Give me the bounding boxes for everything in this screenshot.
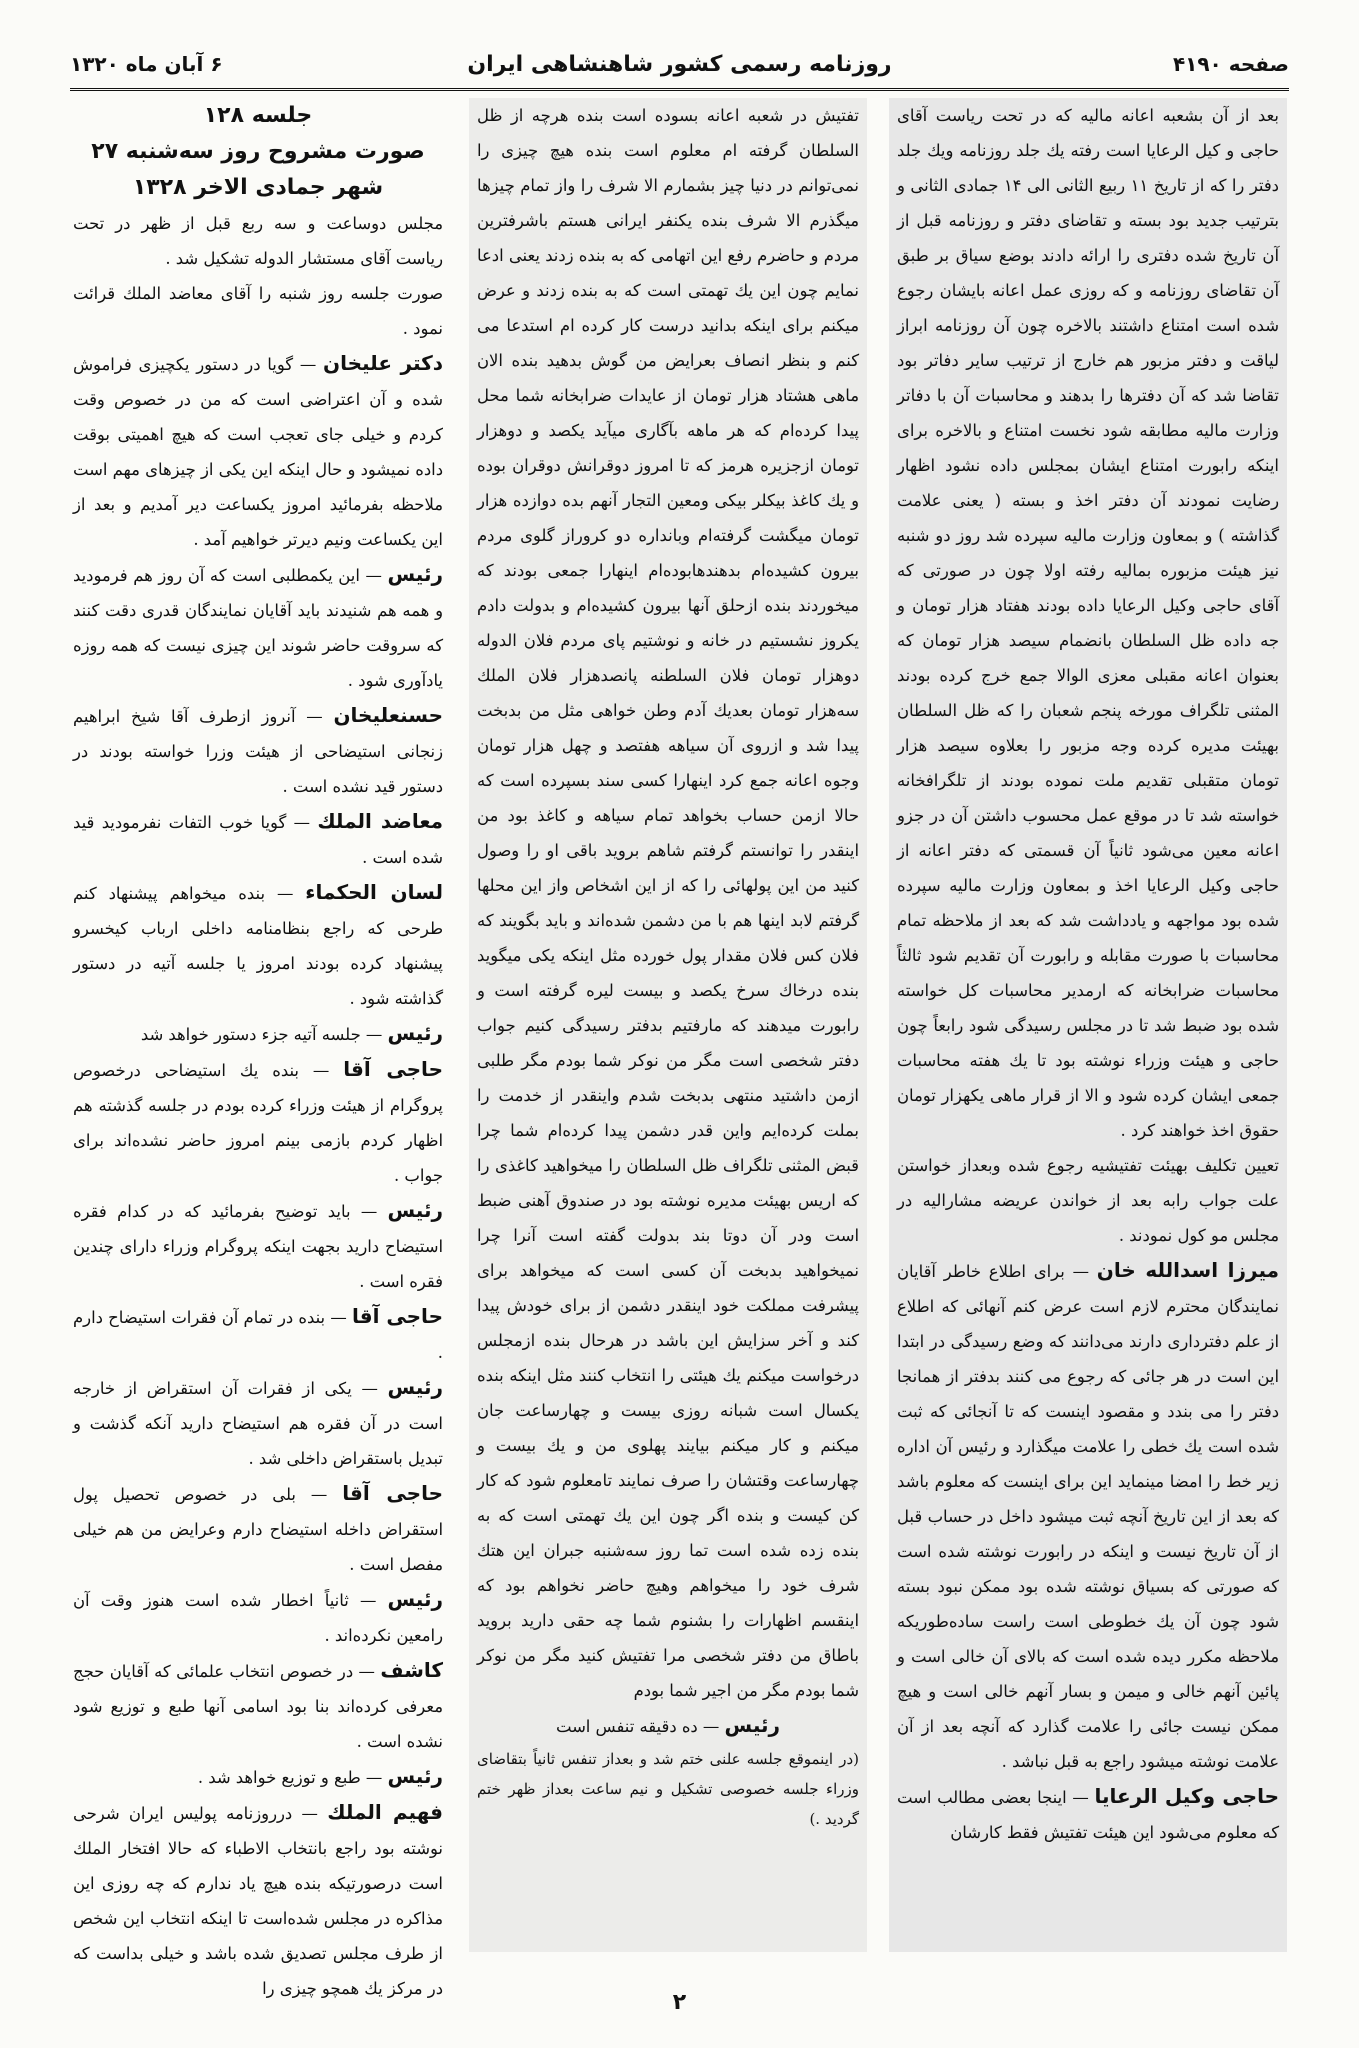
paragraph: تفتیش در شعبه اعانه بسوده است بنده هرچه از ظل السلطان گرفته ام معلوم است بنده هیچ چیزی را نمی‌توانم در دنیا چیز بشمارم الا شرف را واز تمام چیزها میگذرم الا شرف بنده یکنفر ایرانی هستم باشرفترین مردم و حاضرم رفع این اتهامی که به بنده زدند یعنی ادعا نمایم چون این یك تهمتی است که به بنده زدند و عرض میکنم برای اینکه بدانید درست کار کرده ام استدعا می کنم و بنظر انصاف بعرایض من گوش بدهید بنده الان ماهی هشتاد هزار تومان از عایدات ضرابخانه شما محل پیدا کرده‌ام که هر ماهه بآگاری میآید یکصد و دوهزار تومان ازجزیره هرمز که تا امروز دوقرانش دوقران بوده و یك کاغذ بیکلر بیکی ومعین التجار آنهم بده دوازده هزار تومان میگشت گرفته‌ام وبانداره دو کروراز گلوی مردم بیرون کشیده‌ام بدهندهابوده‌ام اینهارا جمعی بودند که میخوردند بنده ازحلق آنها بیرون کشیده‌ام و بدولت دادم یکروز نشستیم در خانه و نوشتیم پای مردم فلان الدوله دوهزار تومان فلان السلطنه پانصدهزار فلان الملك سه‌هزار تومان بعدیك آدم وطن خواهی مثل من بدبخت پیدا شد و ازروی آن سیاهه هفتصد و چهل هزار تومان وجوه اعانه جمع کرد اینهارا کسی سند بسپرده است که حالا ازمن حساب بخواهد تمام سیاهه و کاغذ بود من اینقدر را توانستم گرفتم شاهم بروید باقی او را وصول کنید من این پولهائی را که از این اشخاص واز این محلها گرفتم لابد اینها هم با من دشمن شده‌اند و باید بگویند که فلان کس فلان مقدار پول خورده مثل اینکه یکی میگوید بنده درخاك سرخ یکصد و بیست لیره گرفته است و رابورت میدهند که مارفتیم بدفتر رسیدگی کنیم جواب دفتر شخصی است مگر من نوکر شما بودم مگر طلبی ازمن داشتید منتهی بدبخت شدم واینقدر از خدمت را بملت کرده‌ایم واین قدر دشمن پیدا کرده‌ام شما چرا قبض المثنی تلگراف ظل السلطان را میخواهید کاغذی را که اریس بهیئت مدیره نوشته بود در صندوق آهنی ضبط است ودر آن دوتا بند بدولت گفته است آنرا چرا نمیخواهید بدبخت آن کسی است که میخواهد برای پیشرفت مملکت خود اینقدر دشمن از برای خودش پیدا کند و آخر سزایش این باشد در هرحال بنده ازمجلس درخواست میکنم یك هیئتی را انتخاب کنند مثل اینکه بنده یکسال است شبانه روزی بیست و چهارساعت جان میکنم و کار میکنم بیایند پهلوی من و یك بیست و چهارساعت وقتشان را صرف نمایند تامعلوم شود که کار کن کیست و بنده اگر چون این یك تهمتی است که به بنده زده شده است تما روز سه‌شنبه جبران این هتك شرف خود را میخواهم وهیچ حاضر نخواهم بود که اینقسم اظهارات را بشنوم شما چه حقی دارید بروید باطاق من دفتر شخصی مرا تفتیش کنید مگر من نوکر شما بودم مگر من اجیر شما بودم [477,106,859,1700]
page-number: ۲ [672,1990,687,2015]
speech-text: — این یکمطلبی است که آن روز هم فرمودید و همه هم شنیدند باید آقایان نمایندگان قدری دقت کنند که سروقت حاضر شوند این چیزی نیست که همه روزه یادآوری شود . [73,566,443,690]
speaker-name: حاجی آقا [351,1304,443,1328]
header-title: روزنامه رسمی کشور شاهنشاهی ایران [467,52,892,77]
speech [73,875,443,1016]
paragraph: تعیین تکلیف بهیئت تفتیشیه رجوع شده وبعداز خواستن علت جواب رابه بعد از خواندن عریضه مشارالیه در مجلس مو کول نمودند . [897,1156,1279,1245]
speech-text: — در خصوص انتخاب علمائی که آقایان حجج معرفی کرده‌اند بنا بود اسامی آنها طبع و توزیع شود نشده است . [73,1662,443,1751]
middle-column [469,98,867,1952]
speaker-name: رئیس [387,1587,443,1611]
session-title: جلسه ۱۲۸ [203,103,313,128]
right-column [889,98,1287,1952]
speech-text: — برای اطلاع خاطر آقایان نمایندگان محترم لازم است عرض کنم آنهائی که اطلاع از علم دفترداری دارند می‌دانند که وضع رسیدگی در ابتدا این است در هر جائی که رجوع می کنند بدفتر از همانجا دفتر را می بندد و مقصود اینست که تا آنجائی که ثبت شده است یك خطی را علامت میگذارد و رئیس آن اداره زیر خط را امضا مینماید این برای اینست که معلوم باشد که بعد از این تاریخ آنچه ثبت میشود داخل در حساب قبل از آن تاریخ نیست و اینکه در رابورت نوشته شده است که صورتی که بسیاق نوشته شده بود ممکن نبود بسته شود چون آن یك خطوطی است راست ساده‌طوریکه ملاحظه مکرر دیده شده است که بالای آن خالی است و پائین آنهم خالی و میمن و بسار آنهم خالی است و هیچ ممکن نیست جائی را علامت گذارد که آنچه بعد از آن علامت نوشته میشود راجع به قبل نباشد . [897,1262,1279,1771]
speech-text: — ده دقیقه تنفس است [555,1717,720,1736]
left-column [69,98,447,1998]
speech [73,346,443,557]
speech [73,1016,443,1052]
speaker-name: فهیم الملك [327,1800,443,1824]
speech-text: — طبع و توزیع خواهد شد . [197,1768,383,1787]
speech-text: — بنده میخواهم پیشنهاد کنم طرحی که راجع بنظامنامه داخلی ارباب کیخسرو پیشنهاد کرده بودند امروز یا جلسه آتیه در دستور گذاشته شود . [73,884,443,1008]
speaker-name: میرزا اسدالله خان [1096,1258,1279,1282]
speech-text: — بنده یك استیضاحی درخصوص پروگرام از هیئت وزراء کرده بودم در جلسه گذشته هم اظهار کردم بازمی بینم امروز حاضر نشده‌اند برای جواب . [73,1061,443,1185]
speech [73,1476,443,1582]
speech-text: — آنروز ازطرف آقا شیخ ابراهیم زنجانی استیضاحی از هیئت وزرا خواسته بودند در دستور قید نشده است . [73,707,443,796]
header-date: ۶ آبان ماه ۱۳۲۰ [70,52,223,76]
speech [73,1193,443,1299]
paragraph: صورت جلسه روز شنبه را آقای معاضد الملك قرائت نمود . [73,284,443,338]
speaker-name: کاشف [380,1658,444,1682]
session-note: (در اینموقع جلسه علنی ختم شد و بعداز تنفس ثانیاً بتقاضای وزراء جلسه خصوصی تشکیل و نیم ساعت بعداز ظهر ختم گردید .) [477,1750,859,1828]
speaker-name: حاجی آقا [343,1057,443,1081]
speaker-name: رئیس [387,1764,443,1788]
speech [73,1052,443,1193]
speech-text: — ثانیاً اخطار شده است هنوز وقت آن رامعین نکرده‌اند . [73,1591,443,1645]
speech [73,1299,443,1370]
speech-text: — جلسه آتیه جزء دستور خواهد شد [140,1025,383,1044]
paragraph: بعد از آن بشعبه اعانه مالیه که در تحت ریاست آقای حاجی و کیل الرعایا است رفته یك جلد روزنامه ویك جلد دفتر را که از تاریخ ۱۱ ربیع الثانی الی ۱۴ جمادی الثانی و بترتیب جدید بود بسته و تقاضای دفتر و روزنامه قبل از آن تاریخ شده دفتری را ارائه دادند بوضع سیاق بر طبق آن تقاضای روزنامه و که روزی عمل اعانه بایشان رجوع شده است امتناع داشتند بالاخره چون آن روزنامه ابراز لیاقت و دفتر مزبور هم خارج از ترتیب سایر دفاتر بود تقاضا شد که آن دفترها را بدهند و محاسبات آن با دفاتر وزارت مالیه مطابقه شود نخست امتناع و بالاخره برای اینکه رابورت امتناع ایشان بمجلس داده نشود اظهار رضایت نمودند آن دفتر اخذ و بسته ( یعنی علامت گذاشته ) و بمعاون وزارت مالیه سپرده شد روز دو شنبه نیز هیئت مزبوره بمالیه رفته اولا چون در صورتی که آقای حاجی وکیل الرعایا داده بودند هفتاد هزار تومان و جه داده ظل السلطان بانضمام سیصد هزار تومان که بعنوان اعانه مقبلی معزی الوالا جمع خرج کرده بودند المثنی تلگراف مورخه پنجم شعبان را که ظل السلطان بهیئت مدیره کرده وجه مزبور را بعلاوه سیصد هزار تومان متقبلی تقدیم ملت نموده بودند از تلگرافخانه خواسته شد تا در موقع عمل محسوب داشتن آن در جزو اعانه معین می‌شود ثانیاً آن قسمتی که دفتر اعانه از حاجی وکیل الرعایا اخذ و بمعاون وزارت مالیه سپرده شده بود مواجهه و یادداشت شد که بعد از ملاحظه تمام محاسبات با صورت مقابله و رابورت آن تقدیم شود ثالثاً محاسبات ضرابخانه که ارمدیر محاسبات کل خواسته شده بود ضبط شد تا در مجلس رسیدگی شود رابعاً چون حاجی و هیئت وزراء نوشته بود تا یك هفته محاسبات جمعی ایشان کرده شود و الا از قرار ماهی یکهزار تومان حقوق اخذ خواهند کرد . [897,106,1279,1140]
header-page-label: صفحه ۴۱۹۰ [1172,52,1289,76]
speech [73,1759,443,1795]
session-subtitle: صورت مشروح روز سه‌شنبه ۲۷ شهر جمادی الاخر ۱۳۲۸ [91,139,425,200]
speech-text: — اینجا بعضی مطالب است که معلوم می‌شود این هیئت تفتیش فقط کارشان [897,1788,1279,1842]
speech [73,1582,443,1653]
speech [897,1253,1279,1779]
speech [73,1795,443,2006]
speaker-name: دکتر علیخان [323,351,444,375]
speaker-name: رئیس [387,1021,443,1045]
speaker-name: رئیس [387,562,443,586]
speech [897,1779,1279,1850]
speech [73,557,443,698]
speech [73,804,443,875]
speaker-name: رئیس [387,1198,443,1222]
speaker-name: رئیس [724,1713,781,1737]
page-header [70,46,1289,91]
speech-text: — بلی در خصوص تحصیل پول استقراض داخله استیضاح دارم وعرایض من هم خیلی مفصل است . [73,1485,443,1574]
speaker-name: حاجی وکیل الرعایا [1094,1784,1280,1808]
speech [73,1370,443,1476]
speech-text: — باید توضیح بفرمائید که در کدام فقره استیضاح دارید بجهت اینکه پروگرام وزراء دارای چندین فقره است . [73,1202,443,1291]
speaker-name: رئیس [387,1375,443,1399]
speech [73,698,443,804]
speaker-name: حسنعلیخان [333,703,443,727]
speech [477,1708,859,1744]
speaker-name: لسان الحکماء [305,880,443,904]
speaker-name: حاجی آقا [342,1481,443,1505]
paragraph: مجلس دوساعت و سه ربع قبل از ظهر در تحت ریاست آقای مستشار الدوله تشکیل شد . [73,214,443,268]
speech-text: — گویا خوب التفات نفرمودید قید شده است . [73,813,443,867]
speech-text: — درروزنامه پولیس ایران شرحی نوشته بود راجع بانتخاب الاطباء که حالا افتخار الملك است درصورتیکه بنده هیچ یاد ندارم که چه روزی این مذاکره در مجلس شده‌است تا اینکه انتخاب این شخص از طرف مجلس تصدیق شده باشد و خیلی بداست که در مرکز یك همچو چیزی را [73,1804,443,1998]
speech [73,1653,443,1759]
speaker-name: معاضد الملك [317,809,443,833]
speech-text: — یکی از فقرات آن استقراض از خارجه است در آن فقره هم استیضاح دارید آنکه گذشت و تبدیل باستقراض داخلی شد . [73,1379,443,1468]
speech-text: — بنده در تمام آن فقرات استیضاح دارم . [73,1308,443,1362]
speech-text: — گویا در دستور یکچیزی فراموش شده و آن اعتراضی است که من در خصوص وقت کردم و خیلی جای تعجب است که هیچ اهمیتی بوقت داده نمیشود و حال اینکه این یکی از چیزهای مهم است ملاحظه بفرمائید امروز یکساعت دیر آمدیم و بعد از این یکساعت ونیم دیرتر خواهیم آمد . [73,355,443,549]
